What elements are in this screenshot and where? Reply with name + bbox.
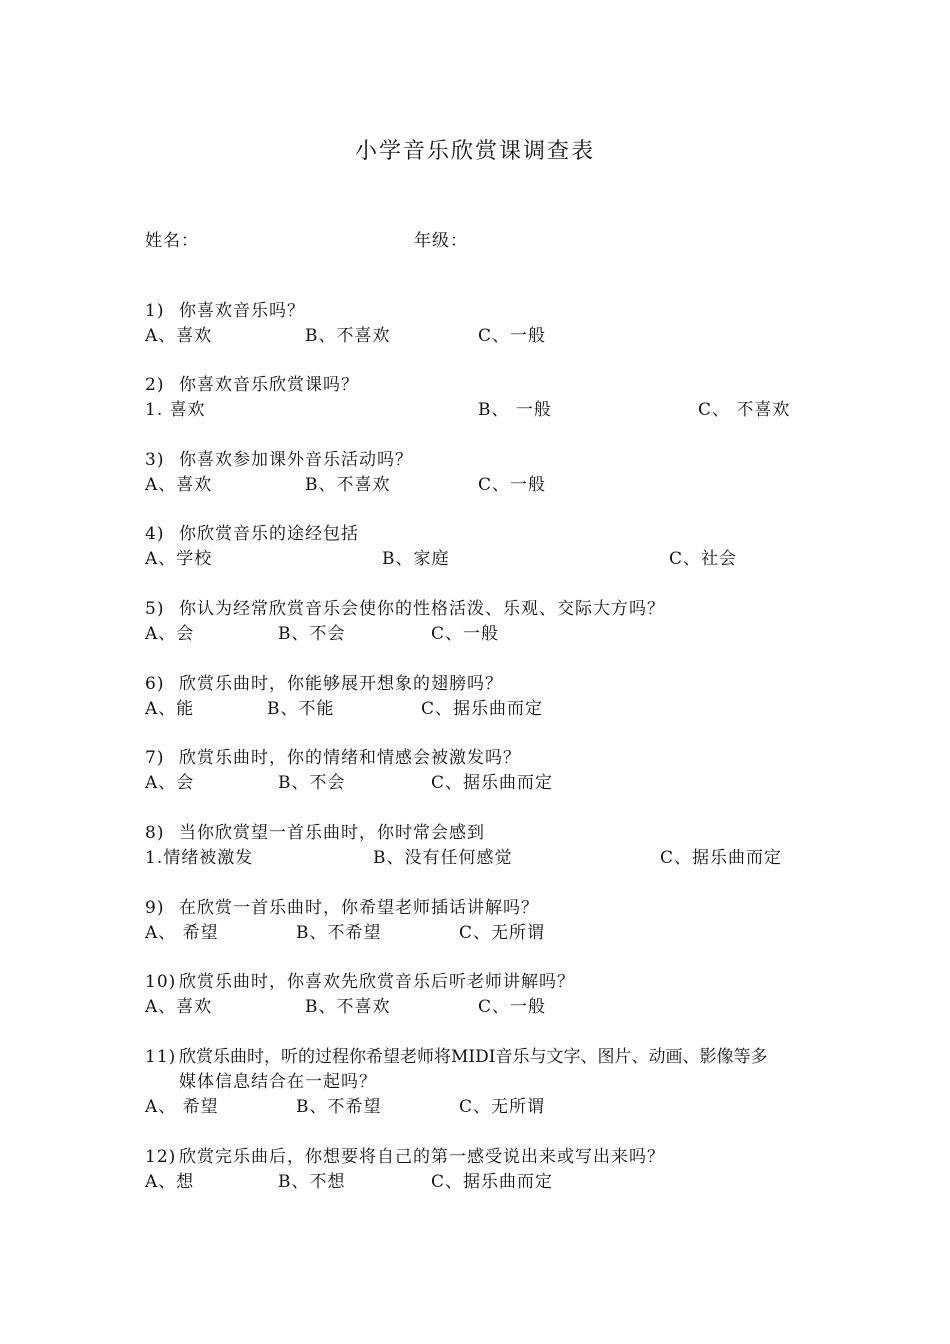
option-row [145,771,825,796]
question-text [145,821,825,846]
question-3 [145,448,825,498]
option-a[interactable]: A、学校 [145,549,213,569]
question-label: 你喜欢参加课外音乐活动吗？ [179,450,413,470]
option-row [145,398,825,423]
option-a[interactable]: A、喜欢 [145,475,213,495]
option-a[interactable]: A、喜欢 [145,326,213,346]
option-c[interactable]: C、一般 [478,475,547,495]
question-label: 你喜欢音乐吗？ [179,301,305,321]
question-8 [145,821,825,871]
question-label: 你欣赏音乐的途经包括 [179,524,359,544]
option-b[interactable]: B、 一般 [478,400,552,420]
option-c[interactable]: C、 不喜欢 [698,400,791,420]
question-label: 你喜欢音乐欣赏课吗？ [179,375,359,395]
option-a[interactable]: A、会 [145,624,195,644]
question-text [145,746,825,771]
question-number: 9) [145,898,165,918]
option-c[interactable]: C、一般 [431,624,500,644]
question-text-continued [145,1070,825,1095]
question-11 [145,1045,825,1120]
question-number: 6) [145,674,165,694]
option-row [145,846,825,871]
option-c[interactable]: C、无所谓 [459,923,546,943]
option-b[interactable]: B、不喜欢 [305,997,391,1017]
option-c[interactable]: C、一般 [478,326,547,346]
question-text [145,1145,825,1170]
question-text [145,1045,825,1070]
option-b[interactable]: B、不喜欢 [305,475,391,495]
question-label: 欣赏乐曲时，你能够展开想象的翅膀吗？ [179,674,503,694]
option-c[interactable]: C、据乐曲而定 [660,848,783,868]
question-4 [145,522,825,572]
question-1 [145,299,825,349]
question-number: 7) [145,748,165,768]
question-number: 2) [145,375,165,395]
question-label: 在欣赏一首乐曲时，你希望老师插话讲解吗？ [179,898,539,918]
option-b[interactable]: B、不希望 [296,1097,382,1117]
question-9 [145,896,825,946]
question-12 [145,1145,825,1195]
question-text [145,896,825,921]
question-label: 欣赏完乐曲后，你想要将自己的第一感受说出来或写出来吗？ [179,1147,665,1167]
question-number: 12) [145,1147,177,1167]
option-c[interactable]: C、一般 [478,997,547,1017]
name-field-label: 姓名： [145,231,199,251]
question-number: 10) [145,972,177,992]
question-10 [145,970,825,1020]
option-c[interactable]: C、无所谓 [459,1097,546,1117]
question-6 [145,672,825,722]
question-text [145,299,825,324]
option-row [145,921,825,946]
question-number: 5) [145,599,165,619]
option-b[interactable]: B、不希望 [296,923,382,943]
grade-field-label: 年级： [414,231,468,251]
question-text [145,448,825,473]
question-number: 8) [145,823,165,843]
question-number: 3) [145,450,165,470]
question-label: 当你欣赏望一首乐曲时，你时常会感到 [179,823,485,843]
question-label: 欣赏乐曲时，你喜欢先欣赏音乐后听老师讲解吗？ [179,972,575,992]
question-label: 欣赏乐曲时，听的过程你希望老师将MIDI音乐与文字、图片、动画、影像等多 [179,1047,768,1067]
question-label: 欣赏乐曲时，你的情绪和情感会被激发吗？ [179,748,521,768]
option-c[interactable]: C、社会 [669,549,738,569]
option-a[interactable]: 1. 喜欢 [145,400,206,420]
option-c[interactable]: C、据乐曲而定 [431,1172,554,1192]
question-2 [145,373,825,423]
question-5 [145,597,825,647]
option-row [145,697,825,722]
question-label-line2: 媒体信息结合在一起吗？ [179,1072,377,1092]
option-row [145,622,825,647]
option-a[interactable]: A、会 [145,773,195,793]
option-a[interactable]: A、喜欢 [145,997,213,1017]
option-a[interactable]: 1.情绪被激发 [145,848,254,868]
option-row [145,324,825,349]
option-a[interactable]: A、能 [145,699,195,719]
option-b[interactable]: B、家庭 [382,549,450,569]
option-row [145,547,825,572]
option-b[interactable]: B、没有任何感觉 [373,848,513,868]
option-a[interactable]: A、 希望 [145,923,219,943]
option-row [145,1095,825,1120]
option-b[interactable]: B、不喜欢 [305,326,391,346]
question-number: 1) [145,301,165,321]
option-row [145,1170,825,1195]
option-b[interactable]: B、不能 [267,699,335,719]
option-c[interactable]: C、据乐曲而定 [421,699,544,719]
question-number: 11) [145,1047,177,1067]
question-text [145,522,825,547]
option-row [145,473,825,498]
question-label: 你认为经常欣赏音乐会使你的性格活泼、乐观、交际大方吗？ [179,599,665,619]
option-b[interactable]: B、不会 [278,773,346,793]
page-title: 小学音乐欣赏课调查表 [354,139,595,164]
question-7 [145,746,825,796]
question-text [145,672,825,697]
question-text [145,597,825,622]
option-c[interactable]: C、据乐曲而定 [431,773,554,793]
option-a[interactable]: A、 希望 [145,1097,219,1117]
option-b[interactable]: B、不会 [278,624,346,644]
question-text [145,373,825,398]
question-number: 4) [145,524,165,544]
option-a[interactable]: A、想 [145,1172,195,1192]
option-row [145,995,825,1020]
option-b[interactable]: B、不想 [278,1172,346,1192]
question-text [145,970,825,995]
